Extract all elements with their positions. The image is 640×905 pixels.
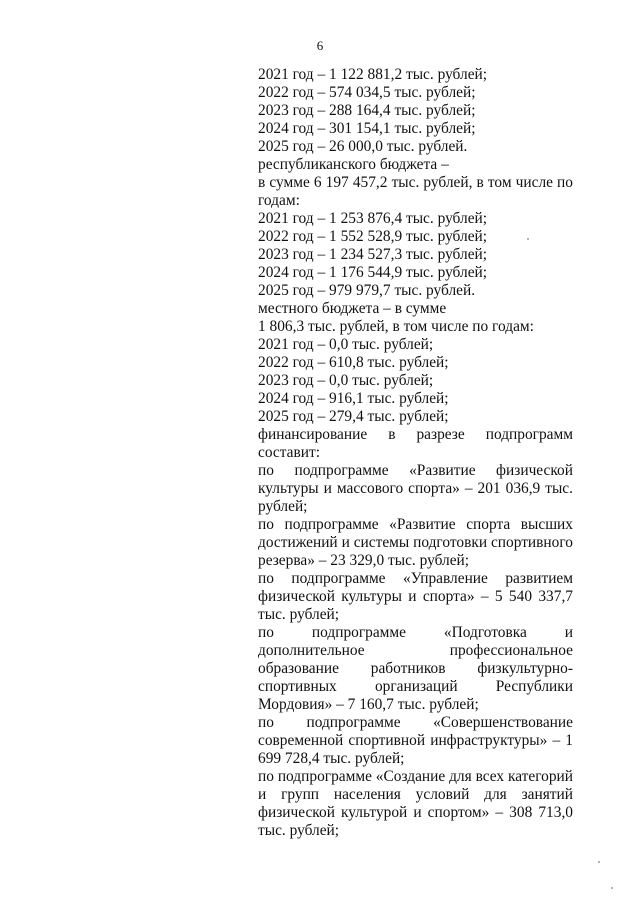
republic-year-line: 2022 год – 1 552 528,9 тыс. рублей; (258, 228, 488, 245)
local-year-line: 2024 год – 916,1 тыс. рублей; (258, 390, 449, 407)
page-number: 6 (316, 38, 324, 53)
republic-year-line: 2021 год – 1 253 876,4 тыс. рублей; (258, 210, 488, 227)
scan-speck (611, 887, 613, 889)
federal-year-line: 2021 год – 1 122 881,2 тыс. рублей; (258, 66, 488, 83)
local-year-line: 2022 год – 610,8 тыс. рублей; (258, 354, 449, 371)
federal-year-line: 2022 год – 574 034,5 тыс. рублей; (258, 84, 476, 101)
republic-year-line: 2025 год – 979 979,7 тыс. рублей. (258, 282, 476, 299)
scan-speck (598, 861, 600, 863)
republic-year-line: 2024 год – 1 176 544,9 тыс. рублей; (258, 264, 488, 281)
subprogram-paragraph: по подпрограмме «Создание для всех категорий и групп населения условий для занятий физической культурой и спортом» – 308 713,0 тыс. рублей; (258, 768, 573, 839)
subprogram-paragraph: по подпрограмме «Подготовка и дополнительное профессиональное образование работников физкультурно-спортивных организаций Республики Мордовия» – 7 160,7 тыс. рублей; (258, 624, 573, 713)
federal-year-line: 2023 год – 288 164,4 тыс. рублей; (258, 102, 476, 119)
local-year-line: 2023 год – 0,0 тыс. рублей; (258, 372, 434, 389)
republic-budget-heading: республиканского бюджета – (258, 156, 449, 173)
local-year-line: 2025 год – 279,4 тыс. рублей; (258, 408, 449, 425)
subprogram-paragraph: по подпрограмме «Совершенствование современной спортивной инфраструктуры» – 1 699 728,4 тыс. рублей; (258, 714, 573, 767)
scan-speck (527, 238, 529, 240)
subprogram-paragraph: по подпрограмме «Развитие спорта высших достижений и системы подготовки спортивного резерва» – 23 329,0 тыс. рублей; (258, 516, 573, 569)
subprograms-intro: финансирование в разрезе подпрограмм составит: (258, 426, 573, 461)
local-budget-heading: местного бюджета – в сумме (258, 300, 447, 317)
local-year-line: 2021 год – 0,0 тыс. рублей; (258, 336, 434, 353)
federal-year-line: 2024 год – 301 154,1 тыс. рублей; (258, 120, 476, 137)
republic-budget-total: в сумме 6 197 457,2 тыс. рублей, в том числе по годам: (258, 174, 573, 209)
federal-year-line: 2025 год – 26 000,0 тыс. рублей. (258, 138, 468, 155)
republic-year-line: 2023 год – 1 234 527,3 тыс. рублей; (258, 246, 488, 263)
local-budget-total: 1 806,3 тыс. рублей, в том числе по годам: (258, 318, 534, 335)
document-text (258, 66, 573, 840)
subprogram-paragraph: по подпрограмме «Управление развитием физической культуры и спорта» – 5 540 337,7 тыс. рублей; (258, 570, 573, 623)
subprogram-paragraph: по подпрограмме «Развитие физической культуры и массового спорта» – 201 036,9 тыс. рублей; (258, 462, 573, 515)
